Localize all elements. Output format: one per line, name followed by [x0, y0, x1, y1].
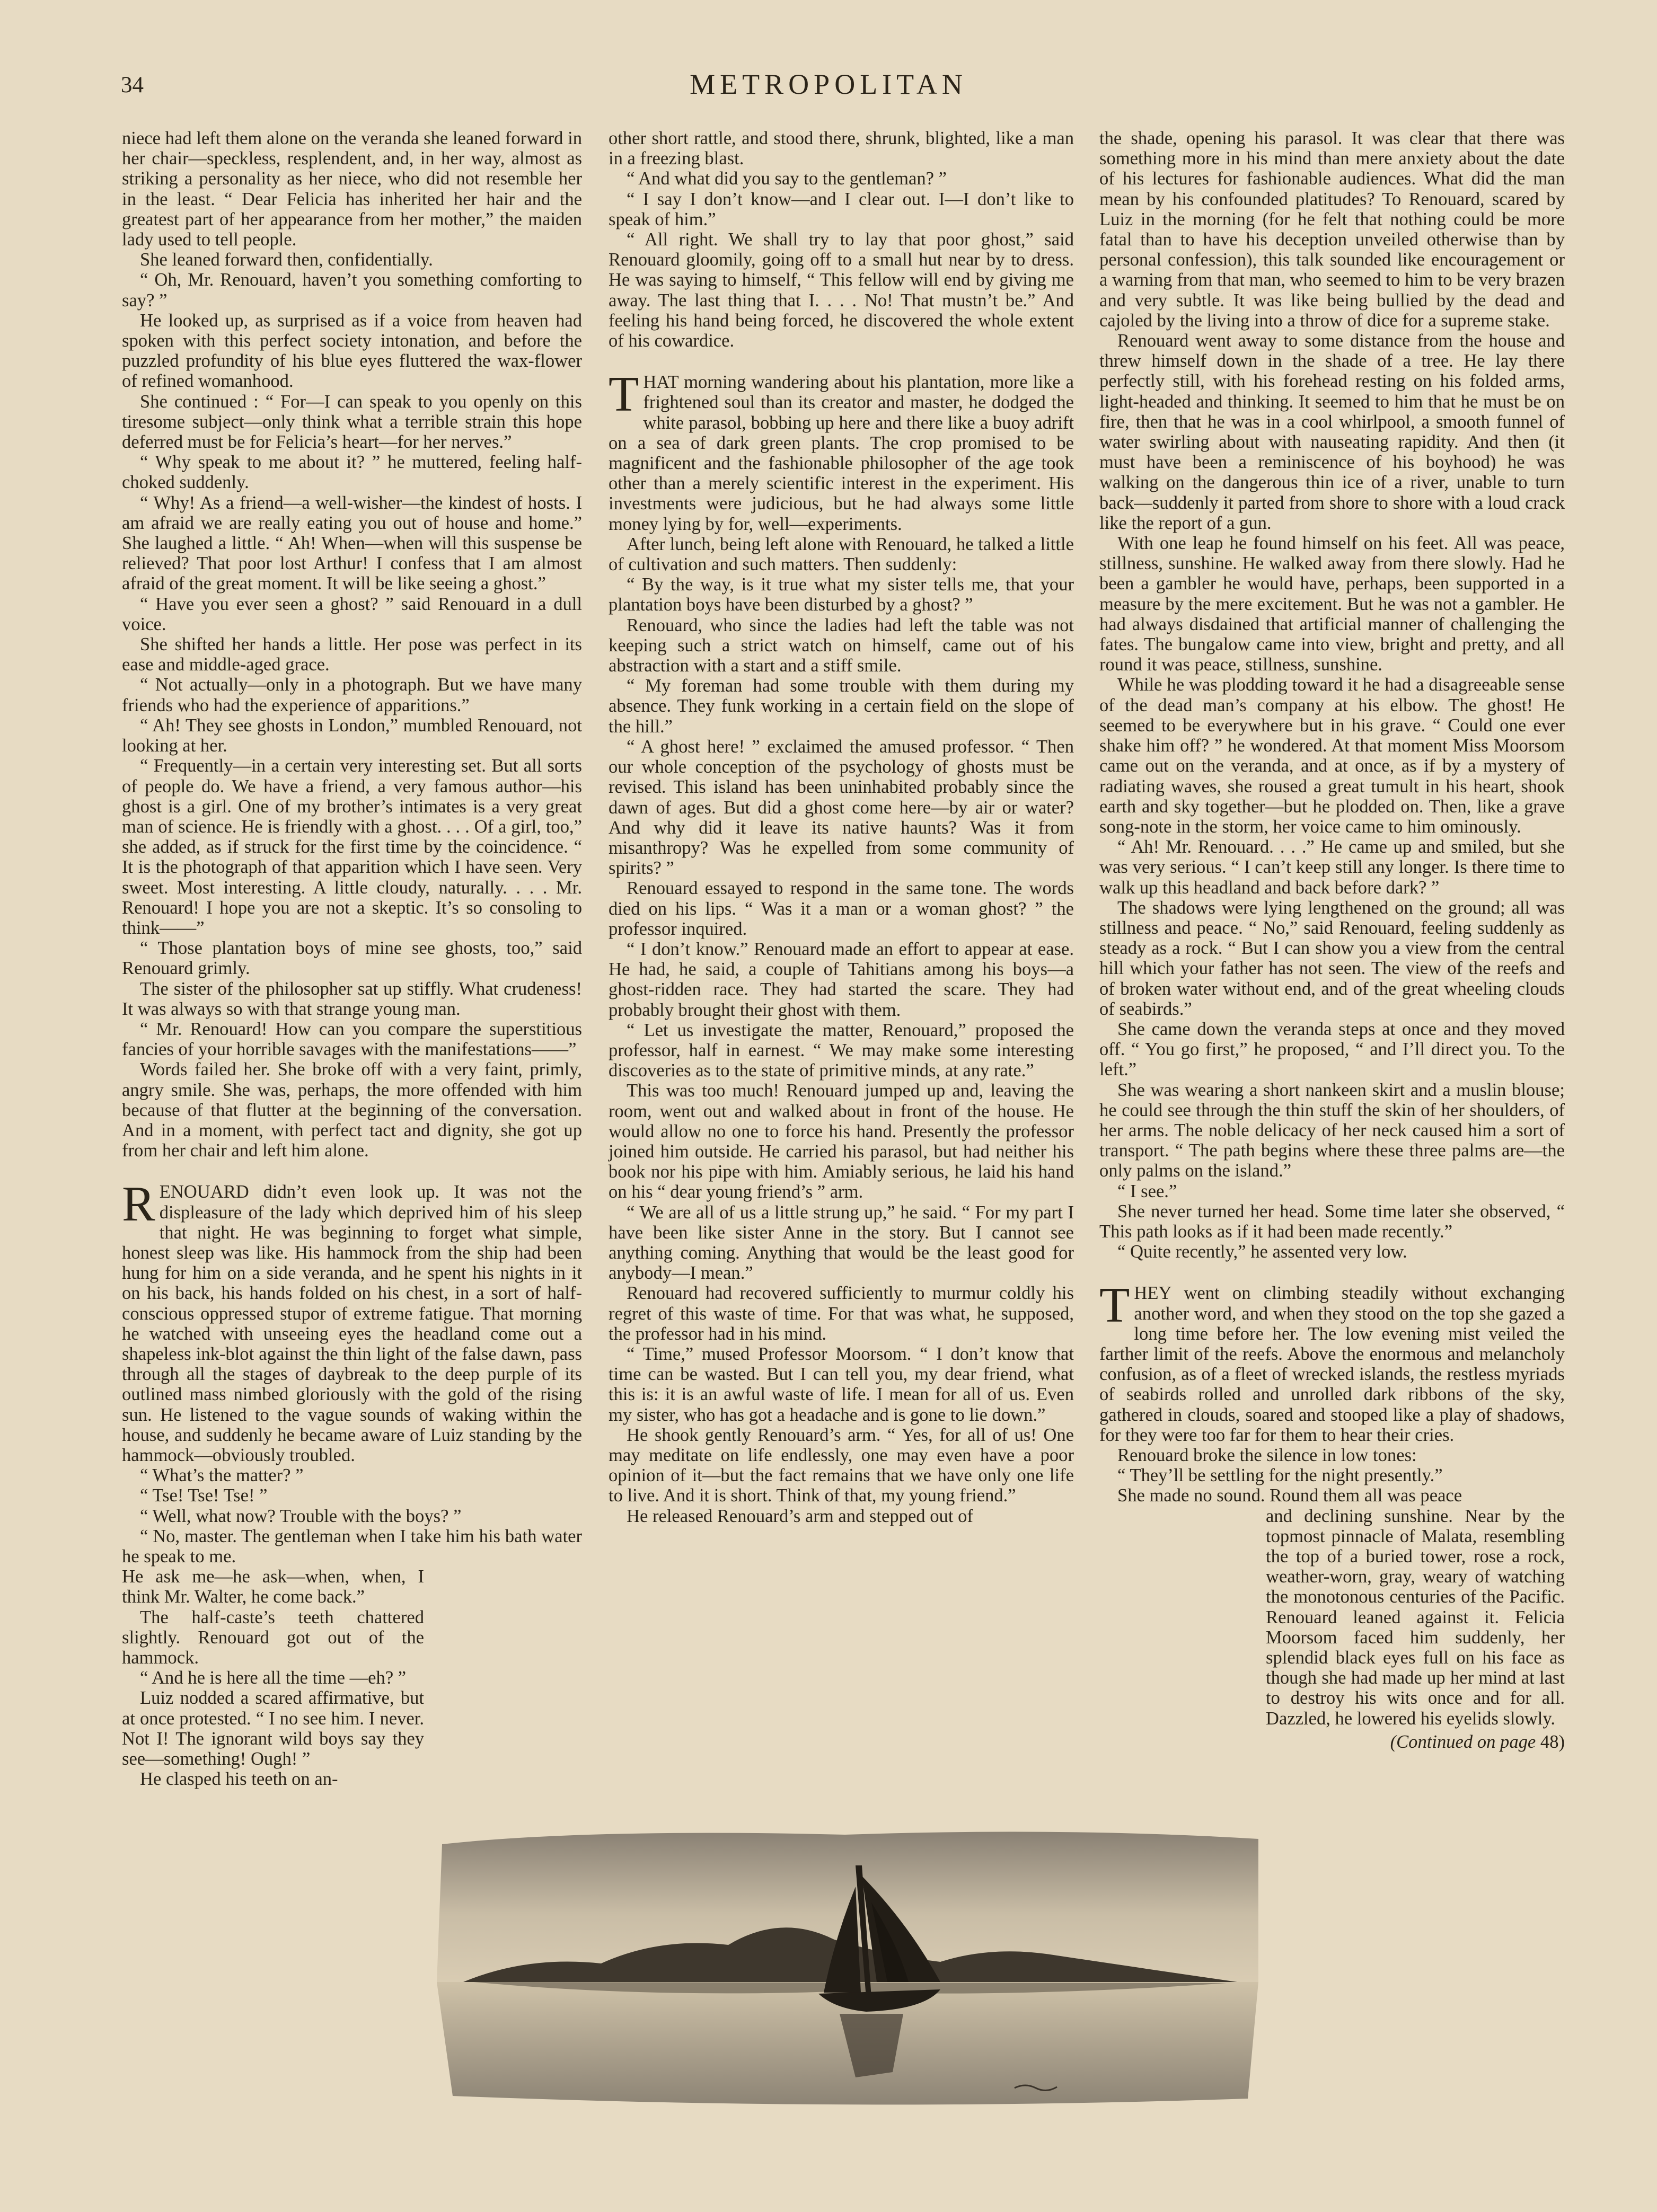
- paragraph: She shifted her hands a little. Her pose was perfect in its ease and middle-aged grace.: [122, 634, 582, 675]
- paragraph: He shook gently Renouard’s arm. “ Yes, for all of us! One may meditate on life endlessly, one may even have a poor opinion of it—but the fact remains that we have only one life to live. And it is short. Think of that, my young friend.”: [609, 1424, 1074, 1506]
- paragraph: “ And he is here all the time —eh? ”: [140, 1668, 407, 1688]
- page-number: 34: [121, 73, 144, 98]
- paragraph: “ Tse! Tse! Tse! ”: [140, 1485, 268, 1506]
- continued-page: 48): [1540, 1731, 1565, 1752]
- paragraph: “ We are all of us a little strung up,” he said. “ For my part I have been like sister Anne in the story. But I cannot see anything coming. Anything that would be the least good for anybody—I mean.”: [609, 1202, 1074, 1284]
- paragraph: “ My foreman had some trouble with them during my absence. They funk working in a certain field on the slope of the hill.”: [609, 676, 1074, 737]
- paragraph: “ What’s the matter? ”: [140, 1465, 304, 1486]
- paragraph: Luiz nodded a scared affirmative, but at once protested. “ I no see him. I never. Not I! The ignorant wild boys say they see—something! Ough! ”: [122, 1688, 424, 1769]
- paragraph: She made no sound. Round them all was peace: [1117, 1485, 1462, 1506]
- paragraph: “ Quite recently,” he assented very low.: [1117, 1242, 1407, 1262]
- paragraph: With one leap he found himself on his feet. All was peace, stillness, sunshine. He walked away from there slowly. Had he been a gambler he would have, perhaps, been supported in a measure by the mere excitement. But he was not a gambler. He had always disdained that artificial manner of challenging the fates. The bungalow came into view, bright and pretty, and all round it was peace, stillness, sunshine.: [1099, 533, 1565, 675]
- paragraph: She never turned her head. Some time later she observed, “ This path looks as if it had been made recently.”: [1099, 1201, 1565, 1242]
- column-2: [609, 128, 1074, 1526]
- drop-cap: T: [609, 367, 639, 422]
- paragraph: “ All right. We shall try to lay that poor ghost,” said Renouard gloomily, going off to a small hut near by to dress. He was saying to himself, “ This fellow will end by giving me away. The last thing that I. . . . No! That mustn’t be.” And feeling his hand being forced, he discovered the whole extent of his cowardice.: [609, 229, 1074, 351]
- paragraph: He looked up, as surprised as if a voice from heaven had spoken with this perfect society intonation, and before the puzzled profundity of his blue eyes fluttered the wax-flower of refined womanhood.: [122, 310, 582, 392]
- paragraph: “ Those plantation boys of mine see ghosts, too,” said Renouard grimly.: [122, 938, 582, 979]
- paragraph: “ No, master. The gentleman when I take him his bath water he speak to me.: [122, 1526, 582, 1567]
- masthead: METROPOLITAN: [690, 68, 967, 100]
- paragraph: “ Ah! They see ghosts in London,” mumbled Renouard, not looking at her.: [122, 715, 582, 756]
- paragraph: “ Have you ever seen a ghost? ” said Renouard in a dull voice.: [122, 594, 582, 634]
- paragraph: This was too much! Renouard jumped up and, leaving the room, went out and walked about in front of the house. He would allow no one to force his hand. Presently the professor joined him outside. He carried his parasol, but had neither his book nor his pipe with him. Amiably serious, he laid his hand on his “ dear young friend’s ” arm.: [609, 1081, 1074, 1202]
- paragraph: and declining sunshine. Near by the topmost pinnacle of Malata, resembling the top of a buried tower, rose a rock, weather-worn, gray, weary of watching the monotonous centuries of the Pacific. Renouard leaned against it. Felicia Moorsom faced him suddenly, her splendid black eyes full on his face as though she had made up her mind at last to destroy his wits once and for all. Dazzled, he lowered his eyelids slowly.: [1266, 1506, 1565, 1729]
- continued-note: [1266, 1732, 1565, 1752]
- paragraph: other short rattle, and stood there, shrunk, blighted, like a man in a freezing blast.: [609, 128, 1074, 169]
- paragraph: “ By the way, is it true what my sister tells me, that your plantation boys have been disturbed by a ghost? ”: [609, 574, 1074, 615]
- section-paragraph: [609, 367, 1074, 534]
- continued-label: (Continued on page: [1390, 1731, 1536, 1752]
- paragraph: While he was plodding toward it he had a disagreeable sense of the dead man’s company at his elbow. The ghost! He seemed to be everywhere but in his grave. “ Could one ever shake him off? ” he wondered. At that moment Miss Moorsom came out on the veranda, and at once, as if by a mystery of radiating waves, she roused a great tumult in his heart, shook earth and sky together—but he plodded on. Then, like a grave song-note in the storm, her voice came to him ominously.: [1099, 675, 1565, 837]
- section-paragraph: [1099, 1278, 1565, 1445]
- paragraph: Renouard had recovered sufficiently to murmur coldly his regret of this waste of time. For that was what, he supposed, the professor had in his mind.: [609, 1283, 1074, 1344]
- paragraph: “ Let us investigate the matter, Renouard,” proposed the professor, half in earnest. “ We may make some interesting discoveries as to the state of primitive minds, at any rate.”: [609, 1020, 1074, 1081]
- paragraph: Renouard, who since the ladies had left the table was not keeping such a strict watch on himself, came out of his abstraction with a start and a stiff smile.: [609, 615, 1074, 676]
- paragraph: “ I see.”: [1117, 1181, 1177, 1201]
- paragraph: niece had left them alone on the veranda she leaned forward in her chair—speckless, resplendent, and, in her way, almost as striking a personality as her niece, who did not resemble her in the least. “ Dear Felicia has inherited her hair and the greatest part of her appearance from her mother,” the maiden lady used to tell people.: [122, 128, 582, 250]
- section-text: HEY went on climbing steadily without exchanging another word, and when they stood on the top she gazed a long time before her. The low evening mist veiled the farther limit of the reefs. Above the enormous and melancholy confusion, as of a fleet of wrecked islands, the restless myriads of seabirds rolled and unrolled dark ribbons of the sky, gathered in clouds, soared and stooped like a play of shadows, for they were too far for them to hear their cries.: [1099, 1283, 1565, 1445]
- paragraph: “ And what did you say to the gentleman? ”: [627, 169, 947, 189]
- paragraph: He ask me—he ask—when, when, I think Mr. Walter, he come back.”: [122, 1567, 424, 1607]
- paragraph: “ Ah! Mr. Renouard. . . .” He came up and smiled, but she was very serious. “ I can’t keep still any longer. Is there time to walk up this headland and back before dark? ”: [1099, 837, 1565, 898]
- paragraph: “ I don’t know.” Renouard made an effort to appear at ease. He had, he said, a couple of Tahitians among his boys—a ghost-ridden race. They had started the scare. They had probably brought their ghost with them.: [609, 939, 1074, 1020]
- paragraph: She leaned forward then, confidentially.: [140, 250, 433, 270]
- paragraph: The half-caste’s teeth chattered slightly. Renouard got out of the hammock.: [122, 1607, 424, 1668]
- drop-cap: R: [122, 1176, 155, 1232]
- paragraph: “ Oh, Mr. Renouard, haven’t you something comforting to say? ”: [122, 270, 582, 311]
- paragraph: “ Mr. Renouard! How can you compare the superstitious fancies of your horrible savages with the manifestations——”: [122, 1019, 582, 1060]
- paragraph: Renouard essayed to respond in the same tone. The words died on his lips. “ Was it a man or a woman ghost? ” the professor inquired.: [609, 878, 1074, 939]
- paragraph: After lunch, being left alone with Renouard, he talked a little of cultivation and such matters. Then suddenly:: [609, 534, 1074, 575]
- paragraph: “ Time,” mused Professor Moorsom. “ I don’t know that time can be wasted. But I can tell you, my dear friend, what this is: it is an awful waste of life. I mean for all of us. Even my sister, who has got a headache and is gone to lie down.”: [609, 1343, 1074, 1425]
- paragraph: The sister of the philosopher sat up stiffly. What crudeness! It was always so with that strange young man.: [122, 978, 582, 1019]
- paragraph: “ A ghost here! ” exclaimed the amused professor. “ Then our whole conception of the psychology of ghosts must be revised. This island has been uninhabited probably since the dawn of ages. But did a ghost come here—by air or water? And why did it leave its native haunts? Was it from misanthropy? Was he expelled from some community of spirits? ”: [609, 736, 1074, 879]
- paragraph: The shadows were lying lengthened on the ground; all was stillness and peace. “ No,” said Renouard, feeling suddenly as steady as a rock. “ But I can show you a view from the central hill which your father has not seen. The view of the reefs and of broken water without end, and of the great wheeling clouds of seabirds.”: [1099, 897, 1565, 1019]
- paragraph: Renouard broke the silence in low tones:: [1117, 1445, 1417, 1465]
- paragraph: She continued : “ For—I can speak to you openly on this tiresome subject—only think what a terrible strain this hope deferred must be for Felicia’s heart—for her nerves.”: [122, 391, 582, 453]
- paragraph: He clasped his teeth on an-: [140, 1769, 338, 1790]
- section-text: ENOUARD didn’t even look up. It was not the displeasure of the lady which deprived him of his sleep that night. He was beginning to forget what simple, honest sleep was like. His hammock from the ship had been hung for him on a side veranda, and he spent his nights in it on his back, his hands folded on his chest, in a sort of half-conscious oppressed stupor of extreme fatigue. That morning he watched with unseeing eyes the headland come out a shapeless ink-blot against the thin light of the false dawn, pass through all the stages of daybreak to the deep purple of its outlined mass nimbed gloriously with the gold of the rising sun. He listened to the vague sounds of waking within the house, and suddenly he became aware of Luiz standing by the hammock—obviously troubled.: [122, 1182, 582, 1465]
- paragraph: the shade, opening his parasol. It was clear that there was something more in his mind than mere anxiety about the date of his lectures for fashionable audiences. What did the man mean by his confounded platitudes? To Renouard, scared by Luiz in the morning (for he felt that nothing could be more fatal than to have his deception unveiled otherwise than by personal confession), this talk sounded like encouragement or a warning from that man, who seemed to him to be very brazen and very subtle. It was like being bullied by the dead and cajoled by the living into a throw of dice for a supreme stake.: [1099, 128, 1565, 331]
- column-1: [122, 128, 582, 1789]
- section-text: HAT morning wandering about his plantation, more like a frightened soul than its creator and master, he dodged the white parasol, bobbing up here and there like a buoy adrift on a sea of dark green plants. The crop promised to be magnificent and the fashionable philosopher of the age took other than a merely scientific interest in the experiment. His investments were judicious, but he had always some little money lying by for, well—experiments.: [609, 372, 1074, 534]
- paragraph: “ They’ll be settling for the night presently.”: [1117, 1465, 1443, 1486]
- paragraph: He released Renouard’s arm and stepped out of: [627, 1506, 973, 1526]
- narrow-column-text: [122, 1567, 424, 1789]
- paragraph: “ I say I don’t know—and I clear out. I—I don’t like to speak of him.”: [609, 189, 1074, 229]
- paragraph: “ Why! As a friend—a well-wisher—the kindest of hosts. I am afraid we are really eating you out of house and home.” She laughed a little. “ Ah! When—when will this suspense be relieved? That poor lost Arthur! I confess that I am almost afraid of the great moment. It will be like seeing a ghost.”: [122, 492, 582, 594]
- paragraph: “ Well, what now? Trouble with the boys? ”: [140, 1506, 462, 1526]
- section-paragraph: [122, 1176, 582, 1465]
- paragraph: “ Frequently—in a certain very interesting set. But all sorts of people do. We have a friend, a very famous author—his ghost is a girl. One of my brother’s intimates is a very great man of science. He is friendly with a ghost. . . . Of a girl, too,” she added, as if struck for the first time by the coincidence. “ It is the photograph of that apparition which I have seen. Very sweet. Most interesting. A little cloudy, naturally. . . . Mr. Renouard! I hope you are not a skeptic. It’s so consoling to think——”: [122, 756, 582, 938]
- paragraph: “ Why speak to me about it? ” he muttered, feeling half-choked suddenly.: [122, 452, 582, 493]
- drop-cap: T: [1099, 1278, 1130, 1333]
- paragraph: Words failed her. She broke off with a very faint, primly, angry smile. She was, perhaps, the more offended with him because of that flutter at the beginning of the conversation. And in a moment, with perfect tact and dignity, she got up from her chair and left him alone.: [122, 1059, 582, 1161]
- column-3: [1099, 128, 1565, 1752]
- paragraph: “ Not actually—only in a photograph. But we have many friends who had the experience of apparitions.”: [122, 675, 582, 715]
- paragraph: She was wearing a short nankeen skirt and a muslin blouse; he could see through the thin stuff the skin of her shoulders, of her arms. The noble delicacy of her neck caused him a sort of transport. “ The path begins where these three palms are—the only palms on the island.”: [1099, 1080, 1565, 1181]
- narrow-column-text: [1266, 1506, 1565, 1752]
- paragraph: Renouard went away to some distance from the house and threw himself down in the shade of a tree. He lay there perfectly still, with his forehead resting on his folded arms, light-headed and thinking. It seemed to him that he must be on fire, then that he was in a cool whirlpool, a smooth funnel of water swirling about with nauseating rapidity. And then (it must have been a reminiscence of his boyhood) he was walking on the dangerous thin ice of a river, unable to turn back—suddenly it parted from shore to shore with a loud crack like the report of a gun.: [1099, 331, 1565, 533]
- sailboat-illustration: [431, 1823, 1264, 2117]
- paragraph: She came down the veranda steps at once and they moved off. “ You go first,” he proposed, “ and I’ll direct you. To the left.”: [1099, 1019, 1565, 1080]
